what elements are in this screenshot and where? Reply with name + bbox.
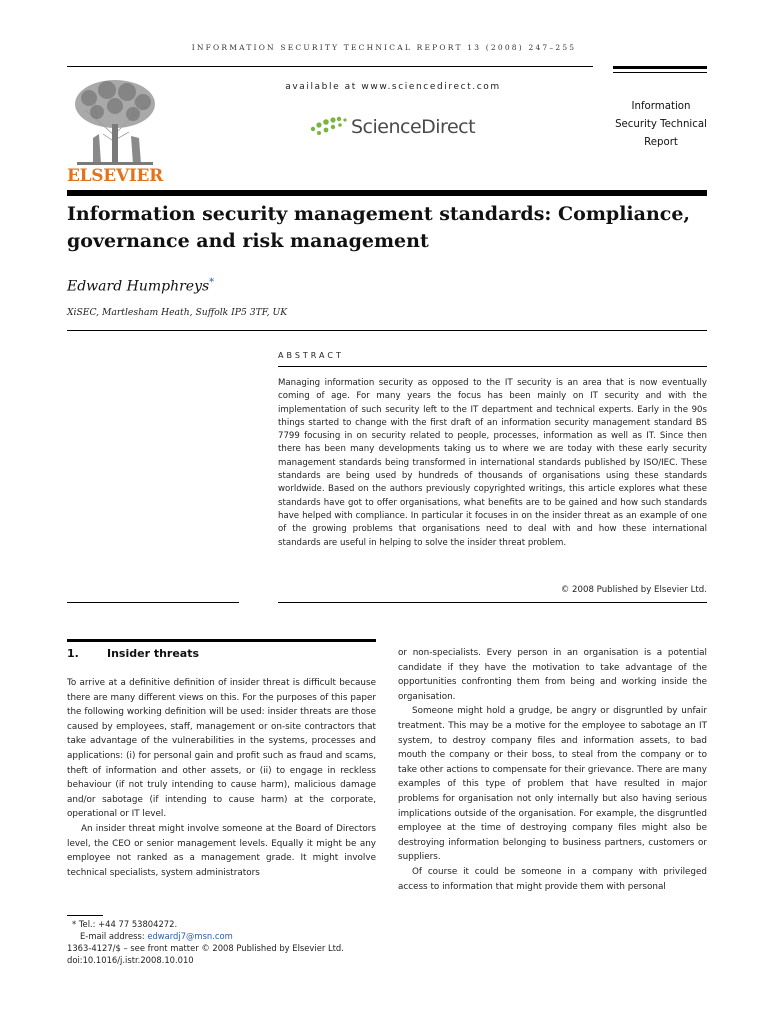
paragraph: Of course it could be someone in a company with privileged access to information that might provide them with personal	[398, 866, 707, 892]
front-matter: 1363-4127/$ – see front matter © 2008 Published by Elsevier Ltd.	[67, 943, 344, 953]
masthead-rule	[67, 66, 593, 67]
left-column	[67, 676, 376, 880]
header-divider	[67, 330, 707, 331]
paragraph: or non-specialists. Every person in an organisation is a potential candidate if they have the motivation to take advantage of the opportunities confronting them from being and working inside the organisation.	[398, 648, 707, 702]
abstract-rule-top	[278, 366, 707, 367]
journal-rule-thick	[613, 66, 707, 69]
email-link[interactable]: edwardj7@msn.com	[147, 931, 233, 941]
journal-name-line: Report	[644, 137, 678, 148]
footnote-rule	[67, 915, 103, 916]
author-footnote-mark[interactable]: *	[209, 277, 215, 288]
footnote-email	[80, 931, 233, 941]
author-name	[67, 277, 214, 295]
abstract-copyright: © 2008 Published by Elsevier Ltd.	[560, 585, 707, 595]
journal-name-line: Security Technical	[615, 119, 707, 130]
right-column	[398, 646, 707, 894]
abstract-body: Managing information security as opposed to the IT security is an area that is now eventually coming of age. For many years the focus has been mainly on IT security and with the implementation of such security left to the IT department and technical experts. Early in the 90s things started to change with the first draft of an information security management standard BS 7799 focusing in on security related to people, processes, information as well as IT. Since then there has been many developments taking us to where we are today with these early security management standards being transformed in international standards published by ISO/IEC. These standards are being used by hundreds of thousands of organisations using these standards worldwide. Based on the authors previously copyrighted writings, this article explores what these standards have got to offer organisations, what benefits are to be gained and how such standards have helped with compliance. In particular it focuses in on the insider threat as an example of one of the growing problems that organisations need to deal with and how these international standards are useful in helping to solve the insider threat problem.	[278, 378, 707, 548]
section-heading	[67, 647, 199, 660]
journal-rule-thin	[613, 72, 707, 73]
elsevier-tree-logo-icon	[67, 76, 163, 168]
sciencedirect-dots-icon	[309, 115, 347, 139]
masthead-bottom-rule	[67, 190, 707, 196]
abstract-label: ABSTRACT	[278, 351, 344, 360]
elsevier-wordmark: ELSEVIER	[67, 166, 163, 186]
section-rule	[67, 639, 376, 642]
abstract-rule-left	[67, 602, 239, 603]
journal-name-line: Information	[631, 101, 691, 112]
email-label: E-mail address:	[80, 931, 148, 941]
author-affiliation: XiSEC, Martlesham Heath, Suffolk IP5 3TF, UK	[67, 307, 288, 318]
paragraph: To arrive at a definitive definition of insider threat is difficult because there are many different views on this. For the purposes of this paper the following working definition will be used: insider threats are those caused by employees, staff, management or on-site contractors that take advantage of the vulnerabilities in the systems, processes and applications: (i) for personal gain and profit such as fraud and scams, theft of information and other assets, or (ii) to engage in reckless behaviour (if not truly intending to cause harm), malicious damage and/or sabotage (if intending to cause harm) at the corporate, operational or IT level.	[67, 678, 376, 820]
abstract-rule-bottom	[278, 602, 707, 603]
journal-name	[607, 98, 715, 152]
section-title: Insider threats	[107, 647, 200, 660]
doi[interactable]: doi:10.1016/j.istr.2008.10.010	[67, 955, 194, 965]
sciencedirect-logo	[309, 112, 475, 142]
available-at-text: available at www.sciencedirect.com	[285, 82, 501, 92]
sciencedirect-wordmark: ScienceDirect	[351, 116, 476, 138]
paragraph: An insider threat might involve someone at the Board of Directors level, the CEO or senior management levels. Equally it might be any employee not ranked as a management grade. It might involve technical specialists, system administrators	[67, 823, 376, 878]
section-number: 1.	[67, 647, 79, 660]
running-head: INFORMATION SECURITY TECHNICAL REPORT 13 (2008) 247–255	[191, 43, 577, 52]
author-name-text: Edward Humphreys	[67, 278, 210, 295]
article-title: Information security management standards: Compliance, governance and risk management	[67, 203, 691, 252]
footnote-tel: * Tel.: +44 77 53804272.	[72, 919, 178, 929]
masthead	[67, 66, 707, 190]
paragraph: Someone might hold a grudge, be angry or disgruntled by unfair treatment. This may be a motive for the employee to sabotage an IT system, to destroy company files and information assets, to bad mouth the company or their boss, to steal from the company or to take other actions to compensate for their grievance. There are many examples of this type of problem that have resulted in major problems for organisation not only internally but also having serious implications outside of the organisation. For example, the disgruntled employee at the time of destroying company files might also be destroying information belonging to business partners, customers or suppliers.	[398, 706, 707, 863]
